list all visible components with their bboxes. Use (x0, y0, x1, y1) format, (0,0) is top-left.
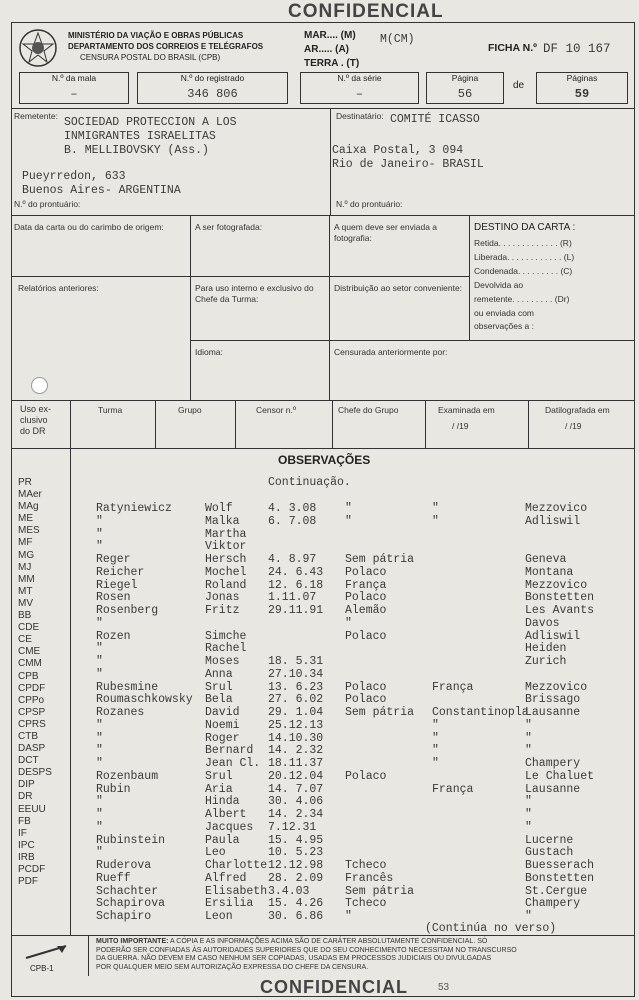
code-item: MAer (18, 489, 42, 501)
row-c1: " (345, 910, 352, 923)
row-c1: França (345, 578, 387, 592)
destinatario-label: Destinatário: (336, 111, 384, 121)
code-item: MV (18, 597, 33, 609)
row-first: Elisabeth (205, 884, 268, 898)
footer-text-3: DA GUERRA. NÃO DEVEM EM CASO NENHUM SER COPIADAS, USADAS EM PROCESSOS JUDICIAIS OU DIVULGADAS (96, 955, 492, 962)
row-surname: Rubinstein (96, 833, 166, 847)
row-place: " (525, 744, 532, 758)
mode-value: M(CM) (380, 33, 415, 46)
dr-examinada-label: Examinada em (438, 405, 495, 415)
dr-datilografada-value: / /19 (565, 421, 582, 431)
observacoes-continua: (Continúa no verso) (425, 922, 557, 935)
row-c2: França (432, 680, 474, 694)
row-c2: " (432, 514, 439, 528)
row-first: Leon (205, 910, 233, 923)
row-surname: Riegel (96, 578, 138, 592)
row-first: Simche (205, 629, 247, 643)
row-c1: Sem pátria (345, 884, 415, 898)
code-item: CPPo (18, 694, 45, 706)
row-c1: Tcheco (345, 859, 387, 872)
row-first: Ersilia (205, 897, 254, 911)
code-item: MM (18, 573, 35, 585)
serie-label: N.º da série (337, 73, 382, 83)
registrado-value: 346 806 (187, 87, 238, 101)
code-item: CPB (18, 670, 39, 682)
row-date: 29. 1.04 (268, 706, 324, 719)
row-place: Champery (525, 897, 581, 911)
row-surname: " (96, 642, 103, 656)
row-first: Bernard (205, 744, 254, 758)
row-place: Les Avants (525, 604, 595, 617)
row-place: Lucerne (525, 833, 574, 847)
row-date: 24. 6.43 (268, 565, 324, 579)
row-c1: Francês (345, 871, 394, 885)
punch-hole (31, 377, 48, 394)
row-first: Martha (205, 527, 247, 541)
remetente-line2: INMIGRANTES ISRAELITAS (64, 130, 216, 143)
remetente-line1: SOCIEDAD PROTECCION A LOS (64, 116, 237, 129)
row-place: Adliswil (525, 514, 581, 528)
dr-turma-label: Turma (98, 405, 123, 415)
row-c2: " (432, 718, 439, 732)
uso-interno-label: Para uso interno e exclusivo do Chefe da Turma: (195, 283, 314, 304)
destino-devolvida-2: remetente. . . . . . . . . (Dr) (474, 294, 570, 304)
cpb-label: CPB-1 (30, 964, 54, 973)
row-date: 30. 4.06 (268, 795, 324, 809)
footer-text-2: PODERÃO SER CONFIADAS ÀS AUTORIDADES SUPERIORES QUE DO SEU CONHECIMENTO NECESSITAM NO TRANSCURSO (96, 946, 517, 954)
row-place: St.Cergue (525, 884, 588, 898)
destinatario-line3: Rio de Janeiro- BRASIL (332, 158, 484, 171)
row-first: Noemi (205, 718, 240, 732)
data-carta-label: Data da carta ou do carimbo de origem: (14, 222, 164, 232)
row-surname: " (96, 718, 103, 732)
code-item: DESPS (18, 767, 52, 779)
row-place: Geneva (525, 553, 567, 566)
row-date: 29.11.91 (268, 604, 324, 617)
footer-notice (96, 938, 628, 972)
row-c1: " (345, 616, 352, 630)
dr-chefe-label: Chefe do Grupo (338, 405, 399, 415)
row-place: Buesserach (525, 859, 595, 872)
quem-enviada-label: A quem deve ser enviada a fotografia: (334, 222, 438, 243)
row-surname: Rozen (96, 629, 131, 643)
row-surname: Schapiro (96, 910, 152, 923)
row-c1: Polaco (345, 629, 387, 643)
row-surname: " (96, 820, 103, 834)
row-date: 15. 4.26 (268, 897, 324, 911)
row-first: Mochel (205, 565, 247, 579)
department-name: DEPARTAMENTO DOS CORREIOS E TELÉGRAFOS (68, 42, 264, 51)
paginas-cell (536, 72, 628, 104)
row-c1: Tcheco (345, 897, 387, 911)
code-item: IRB (18, 851, 35, 863)
destino-ou-enviada-1: ou enviada com (474, 308, 535, 318)
row-place: Mezzovico (525, 680, 588, 694)
pagina-value: 56 (457, 87, 473, 101)
censurada-label: Censurada anteriormente por: (334, 347, 448, 357)
row-surname: Rozenbaum (96, 769, 159, 783)
code-item: MAg (18, 501, 39, 513)
row-date: 10. 5.23 (268, 846, 324, 860)
row-date: 14. 2.32 (268, 744, 324, 758)
row-surname: Rozanes (96, 706, 145, 719)
code-item: MG (18, 549, 35, 561)
code-item: CPRS (18, 718, 46, 730)
row-place: Brissago (525, 693, 581, 707)
row-first: Roland (205, 578, 247, 592)
row-place: Adliswil (525, 629, 581, 643)
row-place: Heiden (525, 642, 567, 656)
code-item: MJ (18, 561, 32, 573)
destinatario-line2: Caixa Postal, 3 094 (332, 144, 464, 157)
dr-censor-label: Censor n.º (256, 405, 296, 415)
mode-terra: TERRA . (T) (304, 58, 360, 69)
code-item: MES (18, 525, 40, 537)
code-item: CE (18, 634, 32, 646)
destino-ou-enviada-2: observações a : (474, 321, 535, 331)
row-c1: Sem pátria (345, 706, 415, 719)
row-place: Bonstetten (525, 591, 595, 605)
row-place: " (525, 718, 532, 732)
row-surname: Reicher (96, 565, 145, 579)
row-surname: " (96, 795, 103, 809)
paginas-label: Páginas (566, 73, 598, 83)
observacoes-continuacao: Continuação. (268, 476, 351, 489)
serie-value: – (355, 87, 364, 101)
row-place: Davos (525, 616, 560, 630)
destinatario-line1: COMITÉ ICASSO (390, 113, 480, 126)
row-surname: " (96, 731, 103, 745)
row-date: 7.12.31 (268, 820, 317, 834)
ser-fotografada-label: A ser fotografada: (195, 222, 263, 232)
row-date: 3.4.03 (268, 884, 310, 898)
mode-mar: MAR.... (M) (304, 30, 356, 41)
row-date: 12. 6.18 (268, 578, 324, 592)
row-c1: Polaco (345, 693, 387, 707)
row-place: Bonstetten (525, 871, 595, 885)
code-item: CPSP (18, 706, 46, 718)
serie-cell (300, 72, 419, 104)
row-surname: Rubin (96, 782, 131, 796)
row-surname: " (96, 616, 103, 630)
code-item: IF (18, 827, 27, 839)
row-surname: Roumaschkowsky (96, 693, 193, 707)
dr-examinada-value: / /19 (452, 421, 469, 431)
row-place: Champery (525, 757, 581, 770)
remetente-line5: Buenos Aires- ARGENTINA (22, 184, 181, 197)
row-surname: " (96, 540, 103, 554)
row-date: 4. 3.08 (268, 502, 317, 515)
row-first: David (205, 706, 240, 719)
row-place: Le Chaluet (525, 769, 595, 783)
row-first: Aria (205, 782, 233, 796)
row-c2: França (432, 782, 474, 796)
relatorios-label: Relatórios anteriores: (18, 283, 99, 293)
destino-liberada: Liberada. . . . . . . . . . . . (L) (474, 252, 575, 262)
row-first: Srul (205, 680, 233, 694)
ministry-name: MINISTÉRIO DA VIAÇÃO E OBRAS PÚBLICAS (68, 31, 244, 40)
row-first: Srul (205, 769, 233, 783)
row-surname: Reger (96, 553, 131, 566)
row-surname: Schachter (96, 884, 159, 898)
row-surname: " (96, 514, 103, 528)
row-c1: Polaco (345, 591, 387, 605)
mala-cell (19, 72, 129, 104)
row-date: 25.12.13 (268, 718, 324, 732)
code-item: PDF (18, 876, 38, 888)
code-item: BB (18, 610, 32, 622)
row-first: Wolf (205, 502, 233, 515)
paginas-value: 59 (574, 87, 590, 101)
code-item: FB (18, 815, 31, 827)
row-first: Viktor (205, 540, 247, 554)
confidential-stamp-top: CONFIDENCIAL (288, 1, 444, 22)
code-item: IPC (18, 839, 35, 851)
row-place: Gustach (525, 846, 574, 860)
row-first: Malka (205, 514, 240, 528)
row-c1: Polaco (345, 565, 387, 579)
mala-label: N.º da mala (51, 73, 97, 83)
row-date: 20.12.04 (268, 769, 324, 783)
row-date: 27.10.34 (268, 667, 324, 681)
row-date: 12.12.98 (268, 859, 324, 872)
row-first: Hersch (205, 553, 247, 566)
code-item: PCDF (18, 864, 46, 875)
row-surname: " (96, 655, 103, 668)
code-item: MT (18, 585, 33, 597)
row-c2: " (432, 744, 439, 758)
row-date: 15. 4.95 (268, 833, 324, 847)
censorship-name: CENSURA POSTAL DO BRASIL (CPB) (80, 53, 221, 62)
row-place: Zurich (525, 655, 567, 668)
row-date: 14. 7.07 (268, 782, 324, 796)
row-surname: Ratyniewicz (96, 502, 172, 515)
row-surname: Rueff (96, 871, 131, 885)
remetente-label: Remetente: (14, 111, 58, 121)
row-c1: " (345, 502, 352, 515)
row-first: Roger (205, 731, 240, 745)
code-item: DIP (18, 779, 35, 791)
row-c2: " (432, 502, 439, 515)
pagina-cell (426, 72, 504, 104)
registrado-cell (137, 72, 288, 104)
code-item: PR (18, 477, 32, 488)
row-date: 18.11.37 (268, 757, 324, 770)
mode-ar: AR..... (A) (304, 44, 349, 55)
ficha-number: DF 10 167 (543, 42, 611, 56)
row-first: Rachel (205, 642, 247, 656)
code-item: CPDF (18, 682, 46, 694)
row-place: " (525, 910, 532, 923)
destino-devolvida-1: Devolvida ao (474, 280, 524, 290)
row-date: 18. 5.31 (268, 655, 324, 668)
row-first: Jacques (205, 820, 254, 834)
dr-grupo-label: Grupo (178, 405, 202, 415)
code-item: CME (18, 646, 41, 658)
row-surname: " (96, 757, 103, 770)
row-first: Alfred (205, 871, 247, 885)
code-item: CDE (18, 622, 40, 634)
row-c1: Alemão (345, 604, 387, 617)
row-place: Montana (525, 565, 574, 579)
department-codes (18, 477, 52, 888)
row-first: Paula (205, 833, 240, 847)
row-place: " (525, 808, 532, 821)
dr-datilografada-label: Datilografada em (545, 405, 610, 415)
row-date: 13. 6.23 (268, 680, 324, 694)
row-place: Mezzovico (525, 578, 588, 592)
row-first: Jean Cl. (205, 757, 261, 770)
row-date: 1.11.07 (268, 591, 317, 605)
brazil-emblem-icon (17, 27, 59, 69)
destino-retida: Retida. . . . . . . . . . . . . (R) (474, 238, 572, 248)
code-item: DASP (18, 743, 46, 755)
observacoes-title: OBSERVAÇÕES (278, 453, 371, 467)
dr-uso-label: Uso ex- clusivo do DR (20, 404, 52, 436)
row-place: " (525, 795, 532, 809)
row-surname: Schapirova (96, 897, 166, 911)
row-surname: " (96, 527, 103, 541)
row-date: 14. 2.34 (268, 808, 324, 821)
row-c2: Constantinopla (432, 706, 529, 719)
footer-text-1: A CÓPIA E AS INFORMAÇÕES ACIMA SÃO DE CARÁTER ABSOLUTAMENTE CONFIDENCIAL. SÓ (170, 938, 488, 945)
de-label: de (513, 80, 525, 91)
row-first: Anna (205, 667, 233, 681)
row-first: Fritz (205, 604, 240, 617)
row-place: " (525, 820, 532, 834)
row-surname: " (96, 846, 103, 860)
destino-condenada: Condenada. . . . . . . . . (C) (474, 266, 573, 276)
row-first: Bela (205, 693, 233, 707)
registrado-label: N.º do registrado (180, 73, 245, 83)
row-date: 30. 6.86 (268, 910, 324, 923)
row-first: Charlotte (205, 859, 268, 872)
row-date: 27. 6.02 (268, 693, 324, 707)
row-place: Lausanne (525, 782, 581, 796)
destino-title: DESTINO DA CARTA : (474, 222, 576, 233)
ficha-label: FICHA N.º (488, 42, 537, 54)
row-place: Lausanne (525, 706, 581, 719)
remetente-line3: B. MELLIBOVSKY (Ass.) (64, 144, 209, 157)
row-first: Moses (205, 655, 240, 668)
row-c1: Polaco (345, 769, 387, 783)
remetente-prontuario: N.º do prontuário: (14, 199, 81, 209)
row-surname: " (96, 667, 103, 681)
footer-important: MUITO IMPORTANTE: (96, 938, 169, 945)
row-surname: Ruderova (96, 859, 152, 872)
code-item: EEUU (18, 803, 46, 815)
idioma-label: Idioma: (195, 347, 223, 357)
code-item: CTB (18, 730, 38, 742)
row-surname: Rosen (96, 591, 131, 605)
row-surname: " (96, 744, 103, 758)
mala-value: – (70, 87, 78, 101)
row-place: " (525, 731, 532, 745)
distribuicao-label: Distribuição ao setor conveniente: (334, 283, 463, 293)
row-date: 28. 2.09 (268, 871, 324, 885)
row-surname: Rosenberg (96, 604, 159, 617)
code-item: ME (18, 513, 33, 525)
row-first: Albert (205, 808, 247, 821)
row-surname: " (96, 808, 103, 821)
code-item: CMM (18, 658, 42, 670)
arrow-icon (22, 942, 72, 962)
page-mark: 53 (438, 982, 450, 993)
pagina-label: Página (451, 73, 479, 83)
row-c2: " (432, 757, 439, 770)
row-date: 14.10.30 (268, 731, 324, 745)
row-surname: Rubesmine (96, 680, 159, 694)
row-c1: Sem pátria (345, 553, 415, 566)
row-first: Jonas (205, 591, 240, 605)
row-first: Leo (205, 846, 226, 860)
row-place: Mezzovico (525, 502, 588, 515)
confidential-stamp-bottom: CONFIDENCIAL (260, 977, 408, 997)
row-c1: Polaco (345, 680, 387, 694)
code-item: DCT (18, 755, 39, 767)
row-c2: " (432, 731, 439, 745)
row-c1: " (345, 514, 352, 528)
code-item: DR (18, 791, 33, 803)
row-date: 4. 8.97 (268, 553, 317, 566)
code-item: MF (18, 537, 33, 549)
row-date: 6. 7.08 (268, 514, 317, 528)
row-first: Hinda (205, 795, 240, 809)
footer-text-4: POR QUALQUER MEIO SEM AUTORIZAÇÃO EXPRESSA DO CHEFE DA CENSURA. (96, 963, 369, 971)
remetente-line4: Pueyrredon, 633 (22, 170, 126, 183)
destinatario-prontuario: N.º do prontuário: (336, 199, 403, 209)
